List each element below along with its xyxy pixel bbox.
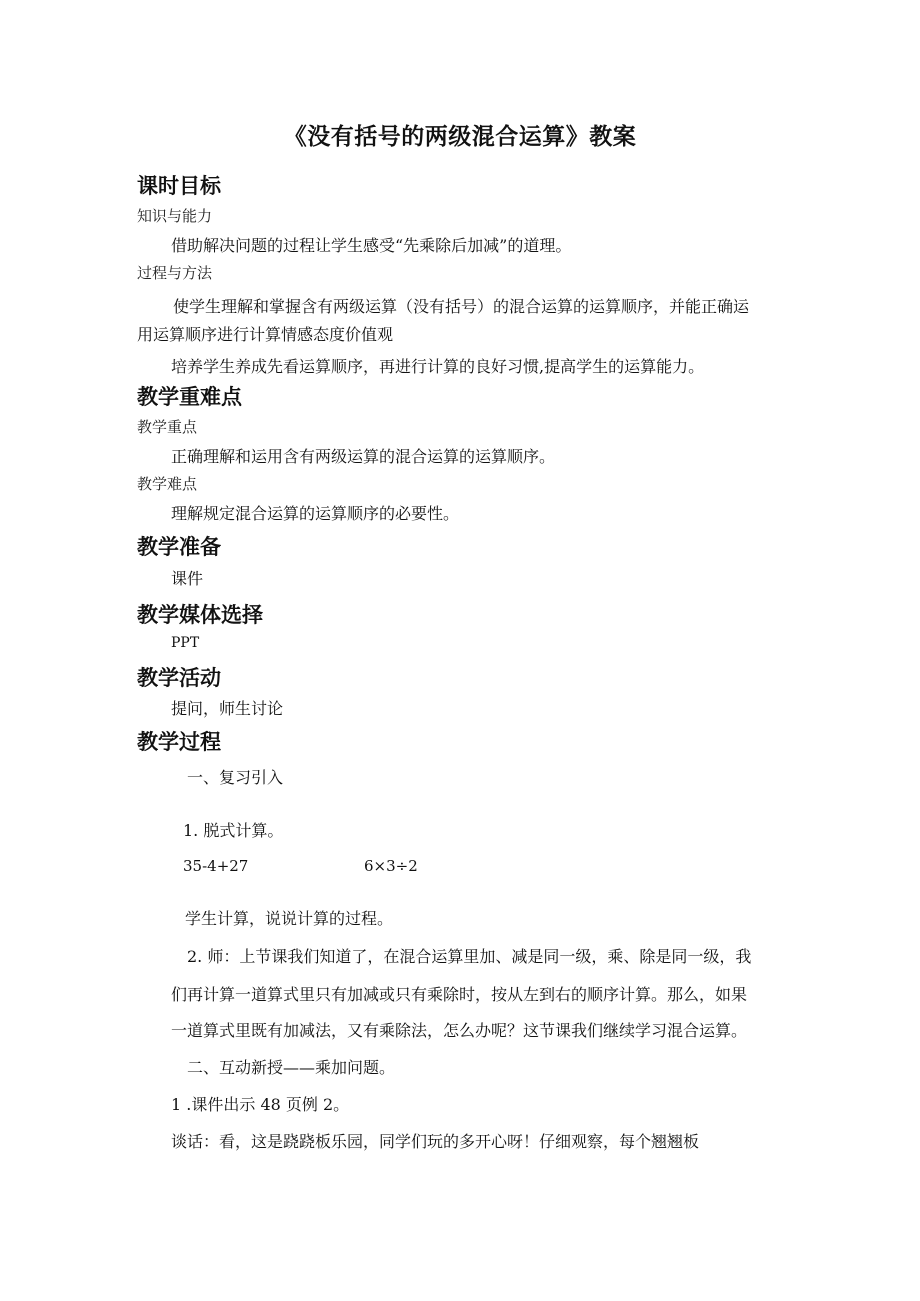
text-knowledge-ability: 借助解决问题的过程让学生感受“先乘除后加减”的道理。	[171, 236, 572, 255]
heading-objectives: 课时目标	[137, 174, 221, 198]
text-expr2: 6×3÷2	[364, 857, 418, 875]
text-attitude: 培养学生养成先看运算顺序，再进行计算的良好习惯,提高学生的运算能力。	[171, 357, 705, 376]
heading-preparation: 教学准备	[137, 535, 221, 559]
text-item1: 1. 脱式计算。	[183, 821, 284, 840]
text-review-title: 一、复习引入	[187, 768, 284, 787]
text-talk: 谈话：看，这是跷跷板乐园，同学们玩的多开心呀！仔细观察，每个翘翘板	[171, 1132, 700, 1151]
text-process-method-line2: 用运算顺序进行计算情感态度价值观	[137, 325, 394, 344]
label-key-point: 教学重点	[137, 418, 198, 436]
heading-process: 教学过程	[137, 730, 221, 754]
text-process-method-line1: 使学生理解和掌握含有两级运算（没有括号）的混合运算的运算顺序，并能正确运	[173, 297, 750, 316]
text-example: 1 .课件出示 48 页例 2。	[171, 1095, 350, 1114]
text-item2-line2: 们再计算一道算式里只有加减或只有乘除时，按从左到右的顺序计算。那么，如果	[171, 985, 748, 1004]
text-item2-line1: 2. 师：上节课我们知道了，在混合运算里加、减是同一级，乘、除是同一级，我	[187, 947, 752, 966]
text-key-point: 正确理解和运用含有两级运算的混合运算的运算顺序。	[171, 447, 556, 466]
heading-difficulties: 教学重难点	[137, 385, 242, 409]
text-new-title: 二、互动新授——乘加问题。	[187, 1058, 396, 1077]
label-process-method: 过程与方法	[137, 264, 213, 282]
text-student-calc: 学生计算，说说计算的过程。	[185, 909, 394, 928]
text-difficult-point: 理解规定混合运算的运算顺序的必要性。	[171, 504, 460, 523]
label-difficult-point: 教学难点	[137, 475, 198, 493]
text-activity: 提问，师生讨论	[171, 699, 284, 718]
text-item2-line3: 一道算式里既有加减法，又有乘除法，怎么办呢？这节课我们继续学习混合运算。	[171, 1021, 748, 1040]
label-knowledge-ability: 知识与能力	[137, 207, 213, 225]
heading-activity: 教学活动	[137, 666, 221, 690]
text-preparation: 课件	[171, 569, 204, 588]
text-expr1: 35-4+27	[183, 857, 249, 875]
document-title: 《没有括号的两级混合运算》教案	[283, 124, 637, 150]
text-media: PPT	[171, 635, 200, 651]
heading-media: 教学媒体选择	[137, 603, 263, 627]
